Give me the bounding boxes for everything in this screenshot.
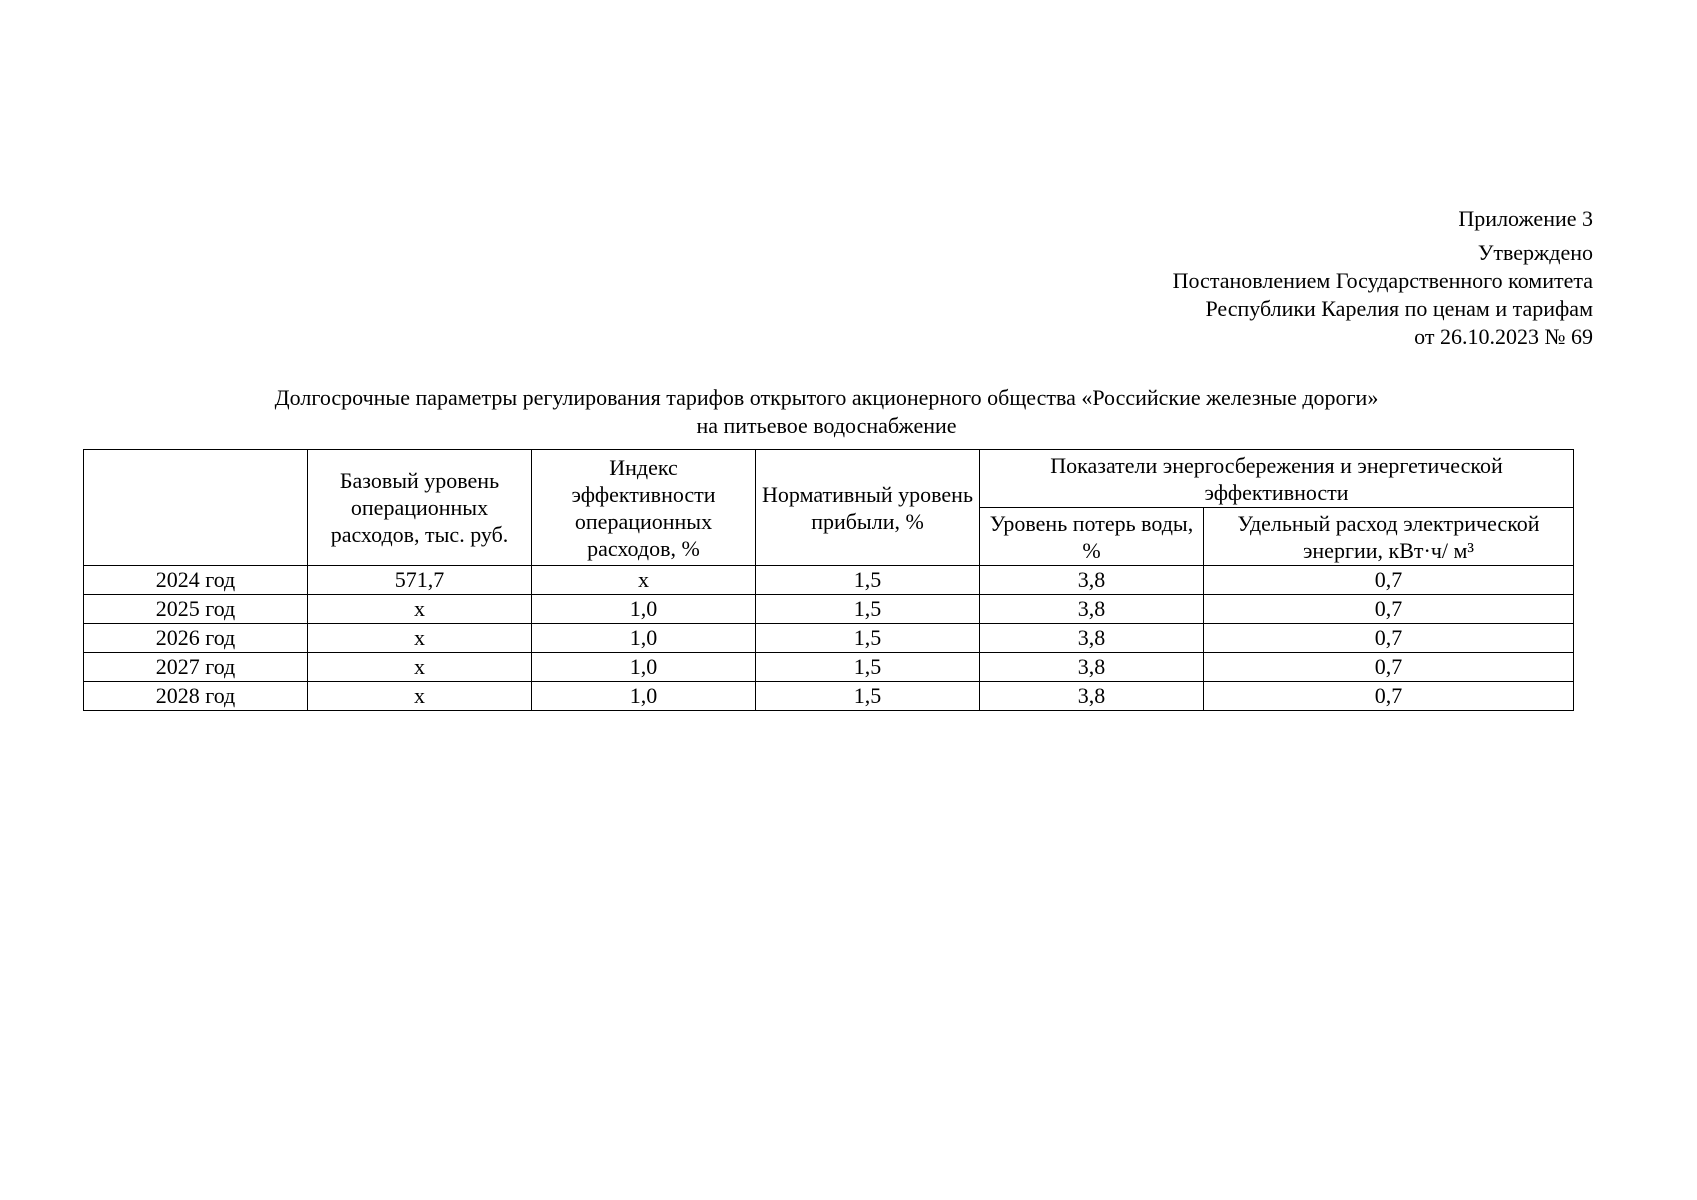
title-line-1: Долгосрочные параметры регулирования тарифов открытого акционерного общества «Российские железные дороги»	[274, 385, 1379, 410]
cell-year: 2026 год	[84, 624, 308, 653]
cell-year: 2025 год	[84, 595, 308, 624]
document-title	[83, 384, 1570, 440]
cell-base-opex: х	[308, 682, 532, 711]
cell-base-opex: 571,7	[308, 566, 532, 595]
cell-energy-consumption: 0,7	[1204, 682, 1574, 711]
table-row	[84, 595, 1574, 624]
cell-profit-level: 1,5	[756, 595, 980, 624]
cell-efficiency-index: 1,0	[532, 624, 756, 653]
approved-label: Утверждено	[1477, 240, 1593, 265]
header-energy-group: Показатели энергосбережения и энергетической эффективности	[980, 450, 1574, 508]
cell-profit-level: 1,5	[756, 566, 980, 595]
table-row	[84, 682, 1574, 711]
table-row	[84, 566, 1574, 595]
title-line-2: на питьевое водоснабжение	[696, 413, 957, 438]
header-profit-level: Нормативный уровень прибыли, %	[756, 450, 980, 566]
cell-water-losses: 3,8	[980, 653, 1204, 682]
cell-water-losses: 3,8	[980, 682, 1204, 711]
header-water-losses: Уровень потерь воды, %	[980, 508, 1204, 566]
approval-block	[1173, 205, 1593, 351]
header-year	[84, 450, 308, 566]
cell-water-losses: 3,8	[980, 566, 1204, 595]
table-row	[84, 624, 1574, 653]
resolution-line: Постановлением Государственного комитета	[1172, 268, 1593, 293]
table-header-row	[84, 450, 1574, 508]
cell-efficiency-index: 1,0	[532, 653, 756, 682]
cell-profit-level: 1,5	[756, 624, 980, 653]
table-row	[84, 653, 1574, 682]
cell-energy-consumption: 0,7	[1204, 624, 1574, 653]
cell-efficiency-index: х	[532, 566, 756, 595]
annex-label: Приложение 3	[1458, 206, 1593, 231]
cell-base-opex: х	[308, 653, 532, 682]
cell-year: 2027 год	[84, 653, 308, 682]
cell-efficiency-index: 1,0	[532, 595, 756, 624]
committee-line: Республики Карелия по ценам и тарифам	[1205, 296, 1593, 321]
header-efficiency-index: Индекс эффективности операционных расходов, %	[532, 450, 756, 566]
cell-water-losses: 3,8	[980, 595, 1204, 624]
cell-energy-consumption: 0,7	[1204, 653, 1574, 682]
header-energy-consumption: Удельный расход электрической энергии, кВт·ч/ м³	[1204, 508, 1574, 566]
cell-year: 2024 год	[84, 566, 308, 595]
cell-base-opex: х	[308, 624, 532, 653]
cell-energy-consumption: 0,7	[1204, 595, 1574, 624]
cell-water-losses: 3,8	[980, 624, 1204, 653]
parameters-table	[83, 449, 1574, 711]
cell-base-opex: х	[308, 595, 532, 624]
cell-year: 2028 год	[84, 682, 308, 711]
cell-energy-consumption: 0,7	[1204, 566, 1574, 595]
cell-profit-level: 1,5	[756, 653, 980, 682]
cell-efficiency-index: 1,0	[532, 682, 756, 711]
cell-profit-level: 1,5	[756, 682, 980, 711]
header-base-opex: Базовый уровень операционных расходов, тыс. руб.	[308, 450, 532, 566]
resolution-date: от 26.10.2023 № 69	[1414, 324, 1593, 349]
